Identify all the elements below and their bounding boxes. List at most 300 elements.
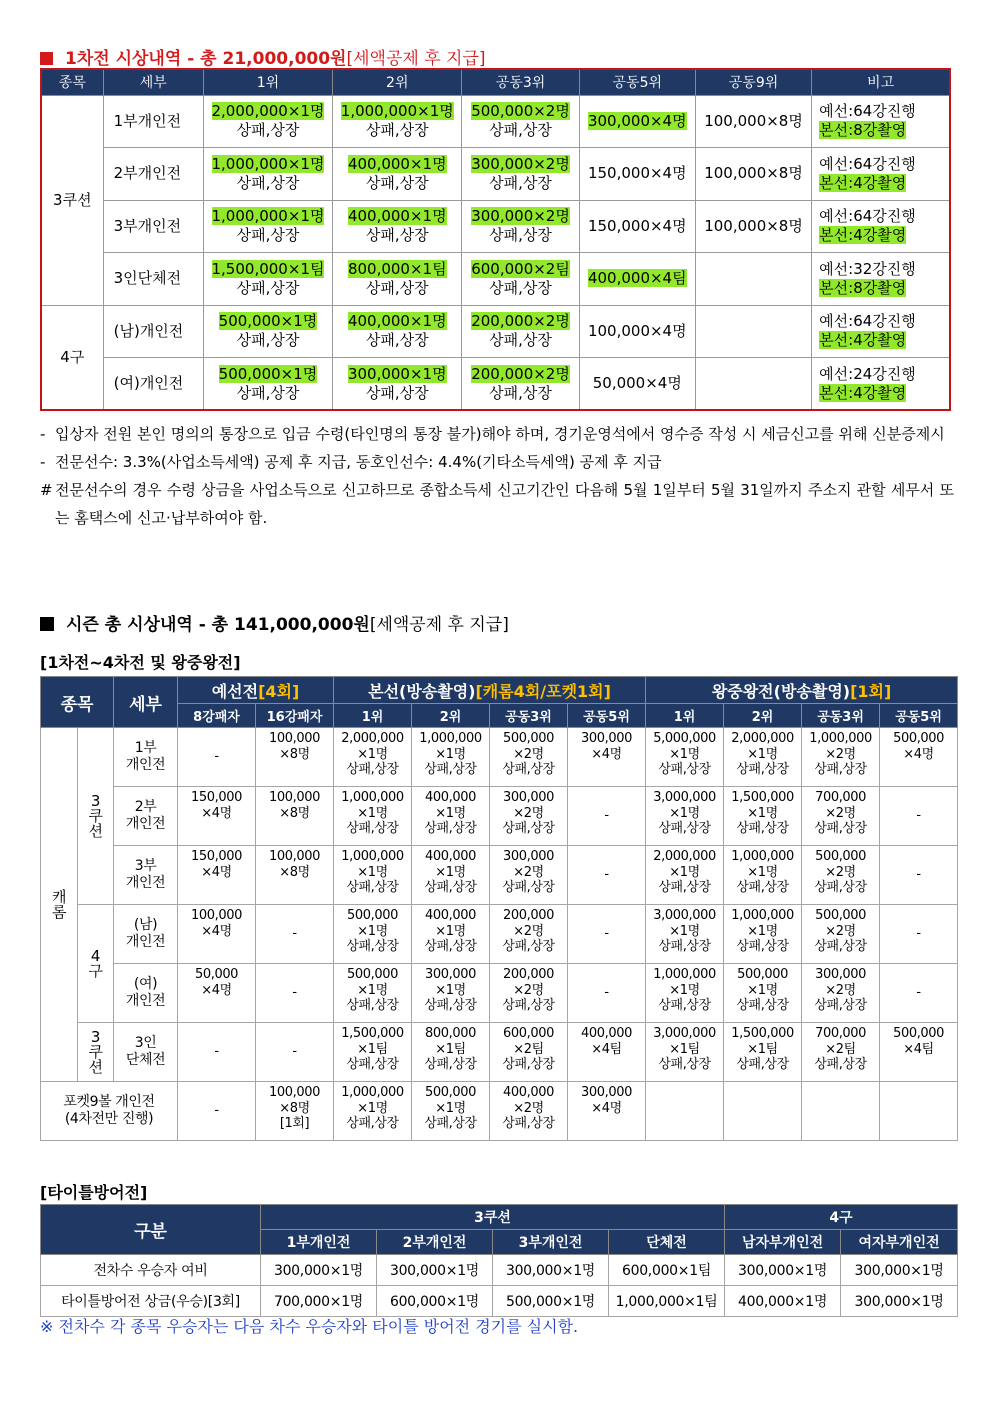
prize-line: 1,000,000 [809, 731, 872, 746]
prize-line: 100,000 [191, 908, 242, 923]
prize-cell [412, 787, 490, 846]
col-header: 세부 [103, 69, 203, 95]
prize-line: ×1명 [747, 746, 778, 762]
award-label: 상패,상장 [489, 121, 552, 140]
prize-line: 상패,상장 [736, 939, 789, 954]
prize-amount: 150,000×4명 [587, 164, 687, 183]
prize-cell [333, 253, 462, 306]
prize-line: - [292, 985, 297, 1001]
prize-line: 상패,상장 [502, 880, 555, 895]
vertical-text: 3쿠션 [88, 791, 103, 840]
prize-line: - [604, 926, 609, 942]
prize-line: ×1명 [435, 805, 466, 821]
award-label: 상패,상장 [365, 226, 429, 245]
note-prelim: 예선:24강진행 [819, 364, 916, 383]
prize-amount: 150,000×4명 [587, 216, 687, 235]
note-cell [812, 358, 950, 411]
detail-cell: 3부개인전 [103, 200, 203, 253]
prize-line: 300,000 [581, 1085, 633, 1100]
prize-line: 3,000,000 [653, 1026, 716, 1041]
col-header: 남자부개인전 [725, 1230, 841, 1255]
prize-cell [802, 1023, 880, 1082]
category-4ball [78, 905, 114, 1023]
note-cell [812, 200, 950, 253]
prize-line: ×1명 [435, 746, 466, 762]
prize-line: - [604, 867, 609, 883]
prize-cell [802, 905, 880, 964]
prize-cell [695, 253, 811, 306]
prize-line: 상패,상장 [658, 880, 711, 895]
prize-cell [334, 964, 412, 1023]
square-bullet-icon [40, 52, 53, 65]
prize-line: 상패,상장 [502, 998, 555, 1013]
detail-cell [114, 964, 178, 1023]
prize-cell [568, 905, 646, 964]
prize-line: 400,000 [581, 1026, 633, 1041]
prize-cell [568, 1082, 646, 1141]
table-row [41, 728, 958, 787]
prize-cell [178, 1082, 256, 1141]
prize-cell [412, 905, 490, 964]
prize-cell [724, 964, 802, 1023]
notice-item: - 전문선수: 3.3%(사업소득세액) 공제 후 지급, 동호인선수: 4.4%(기타소득세액) 공제 후 지급 [40, 453, 662, 471]
vertical-text: 3쿠션 [88, 1027, 103, 1076]
col-header-detail: 세부 [114, 677, 178, 728]
prize-cell [579, 200, 695, 253]
prize-line: 400,000 [425, 908, 476, 923]
prize-line: 400,000 [503, 1085, 554, 1100]
prize-line: 상패,상장 [658, 939, 711, 954]
prize-cell [568, 787, 646, 846]
prize-cell [646, 1082, 724, 1141]
prize-line: ×4명 [201, 864, 232, 880]
prize-line: 300,000 [503, 790, 554, 805]
prize-line: ×1명 [357, 746, 388, 762]
prize-amount: 50,000×4명 [592, 374, 682, 392]
label-line: 2부 [134, 799, 157, 815]
prize-line: 상패,상장 [814, 880, 867, 895]
prize-line: 상패,상장 [424, 998, 477, 1013]
prize-cell [256, 1023, 334, 1082]
prize-cell [490, 846, 568, 905]
section1-title-main: 1차전 시상내역 - 총 21,000,000원 [65, 49, 347, 69]
prize-cell [203, 253, 332, 306]
prize-line: 300,000 [425, 967, 476, 982]
prize-cell [646, 905, 724, 964]
col-header: 1부개인전 [261, 1230, 377, 1255]
prize-line: 상패,상장 [658, 1057, 711, 1072]
award-label: 상패,상장 [489, 331, 552, 350]
table-row [41, 964, 958, 1023]
prize-cell [802, 846, 880, 905]
prize-line: 상패,상장 [736, 880, 789, 895]
prize-line: 150,000 [191, 790, 242, 805]
prize-line: 상패,상장 [424, 821, 477, 836]
prize-cell [490, 905, 568, 964]
table-row [41, 305, 950, 358]
prize-line: 1,500,000 [731, 1026, 794, 1041]
label-line: (여) [133, 976, 158, 992]
prize-cell [203, 95, 332, 148]
prize-cell [646, 1023, 724, 1082]
category-cell: 4구 [41, 305, 103, 410]
table-row [41, 95, 950, 148]
prize-line: 700,000 [815, 1026, 867, 1041]
prize-cell [412, 728, 490, 787]
prize-line: - [292, 1044, 297, 1060]
prize-line: 200,000 [503, 908, 554, 923]
note-main: 본선:4강촬영 [819, 331, 907, 350]
table-header-row [41, 677, 958, 704]
prize-amount: 200,000×2명 [471, 312, 570, 331]
prize-line: ×1명 [669, 746, 700, 762]
prize-line: ×4명 [201, 923, 232, 939]
prize-cell [178, 964, 256, 1023]
prize-line: 500,000 [893, 731, 945, 746]
prize-cell [203, 148, 332, 201]
prize-cell [256, 728, 334, 787]
prize-line: ×4명 [201, 982, 232, 998]
prize-line: ×4명 [903, 746, 934, 762]
prize-cell [646, 787, 724, 846]
table-row [41, 1255, 958, 1286]
prize-amount: 2,000,000×1명 [211, 102, 325, 121]
prize-line: ×4팀 [903, 1041, 934, 1057]
prize-line: ×1명 [747, 864, 778, 880]
prize-line: 1,000,000 [731, 849, 794, 864]
table-row [41, 1082, 958, 1141]
award-label: 상패,상장 [236, 383, 300, 402]
col-header: 공동5위 [579, 69, 695, 95]
table-row [41, 787, 958, 846]
prize-line: 상패,상장 [736, 762, 789, 777]
prize-line: 1,000,000 [341, 790, 404, 805]
prize-line: 상패,상장 [736, 1057, 789, 1072]
prize-cell [880, 787, 958, 846]
prize-line: ×8명 [279, 864, 310, 880]
prize-amount: 500,000×1명 [218, 312, 318, 331]
prize-line: 상패,상장 [346, 939, 399, 954]
award-label: 상패,상장 [236, 278, 300, 297]
prize-cell [333, 358, 462, 411]
col-header: 1위 [646, 704, 724, 728]
prize-line: 상패,상장 [346, 821, 399, 836]
prize-cell [724, 1082, 802, 1141]
prize-line: 100,000 [269, 731, 320, 746]
prize-line: ×2팀 [513, 1041, 544, 1057]
prize-line: 상패,상장 [424, 1116, 477, 1131]
prize-line: 500,000 [425, 1085, 476, 1100]
label-line: 개인전 [125, 993, 166, 1009]
prize-cell [462, 148, 579, 201]
prize-amount: 1,000,000×1명 [340, 102, 454, 121]
prize-line: 100,000 [269, 790, 320, 805]
col-header: 1위 [203, 69, 332, 95]
prize-line: 500,000 [347, 908, 398, 923]
prize-line: 1,500,000 [341, 1026, 404, 1041]
prize-line: 상패,상장 [658, 998, 711, 1013]
table-row [41, 905, 958, 964]
prize-line: ×1명 [669, 805, 700, 821]
prize-cell [490, 728, 568, 787]
table-row [41, 358, 950, 411]
prize-line: 300,000 [503, 849, 554, 864]
prize-cell [880, 846, 958, 905]
col-header-event: 종목 [41, 677, 114, 728]
label-line: (남) [133, 917, 158, 933]
prize-cell [579, 148, 695, 201]
prize-line: ×1팀 [669, 1041, 700, 1057]
prize-cell [334, 846, 412, 905]
footnote: ※ 전차수 각 종목 우승자는 다음 차수 우승자와 타이틀 방어전 경기를 실시함. [40, 1317, 579, 1336]
prize-line: - [916, 867, 921, 883]
award-label: 상패,상장 [236, 226, 300, 245]
prize-line: - [214, 1044, 219, 1060]
prize-cell [880, 1082, 958, 1141]
table-row [41, 846, 958, 905]
prize-cell [802, 964, 880, 1023]
prize-line: 500,000 [737, 967, 789, 982]
prize-cell [568, 964, 646, 1023]
prize-amount: 400,000×1명 [347, 154, 447, 173]
detail-cell: (여)개인전 [103, 358, 203, 411]
prize-line: 500,000 [347, 967, 398, 982]
prize-line: 3,000,000 [653, 908, 716, 923]
prize-line: 2,000,000 [653, 849, 716, 864]
note-prelim: 예선:64강진행 [819, 207, 916, 226]
prize-line: ×1명 [669, 982, 700, 998]
prize-cell [462, 253, 579, 306]
prize-amount: 1,000,000×1명 [211, 154, 325, 173]
pocket-label: 포켓9볼 개인전 [63, 1094, 155, 1110]
prize-line: ×2명 [825, 746, 856, 762]
col-header: 공동9위 [695, 69, 811, 95]
table-cell: 300,000×1명 [725, 1255, 841, 1286]
prize-line: ×1명 [669, 923, 700, 939]
prize-line: 상패,상장 [658, 821, 711, 836]
award-label: 상패,상장 [365, 121, 429, 140]
note-prelim: 예선:64강진행 [819, 102, 916, 121]
prize-line: ×2명 [513, 746, 544, 762]
prize-line: ×1명 [435, 982, 466, 998]
category-3cushion [78, 728, 114, 905]
prize-line: 상패,상장 [736, 998, 789, 1013]
prize-line: - [214, 1103, 219, 1119]
prize-line: ×1명 [747, 923, 778, 939]
detail-cell: (남)개인전 [103, 305, 203, 358]
prize-cell [802, 1082, 880, 1141]
award-label: 상패,상장 [365, 383, 429, 402]
notice-list [40, 420, 954, 532]
prize-cell [490, 964, 568, 1023]
prize-cell [579, 305, 695, 358]
prize-amount: 500,000×1명 [218, 364, 318, 383]
prize-cell [333, 200, 462, 253]
award-label: 상패,상장 [365, 278, 429, 297]
prize-cell [724, 905, 802, 964]
label-line: 개인전 [125, 875, 166, 891]
group-header-final: 왕중왕전(방송촬영)[1회] [646, 677, 958, 704]
prize-line: 상패,상장 [814, 1057, 867, 1072]
table-cell: 1,000,000×1팀 [609, 1286, 725, 1317]
round1-prize-table [40, 68, 951, 411]
category-carom [41, 728, 78, 1082]
award-label: 상패,상장 [236, 331, 300, 350]
prize-line: 상패,상장 [814, 939, 867, 954]
group-header-prelim: 예선전[4회] [178, 677, 334, 704]
prize-line: 300,000 [815, 967, 867, 982]
prize-cell [462, 305, 579, 358]
col-header: 2부개인전 [377, 1230, 493, 1255]
prize-line: 500,000 [815, 849, 867, 864]
prize-line: 800,000 [425, 1026, 476, 1041]
col-header: 공동3위 [490, 704, 568, 728]
prize-line: ×2명 [825, 805, 856, 821]
label-line: 1부 [134, 740, 157, 756]
prize-line: ×2팀 [825, 1041, 856, 1057]
prize-line: 500,000 [815, 908, 867, 923]
prize-line: ×2명 [825, 864, 856, 880]
col-header: 공동3위 [802, 704, 880, 728]
prize-cell [412, 1082, 490, 1141]
prize-cell [334, 1023, 412, 1082]
prize-cell [334, 728, 412, 787]
prize-cell [178, 728, 256, 787]
pocket-label-cell [41, 1082, 178, 1141]
note-main: 본선:8강촬영 [819, 278, 907, 297]
prize-line: 상패,상장 [814, 762, 867, 777]
prize-line: ×4명 [201, 805, 232, 821]
pocket-sub-label: (4차전만 진행) [64, 1111, 154, 1127]
prize-line: - [916, 808, 921, 824]
prize-line: ×2명 [513, 864, 544, 880]
prize-line: 상패,상장 [346, 998, 399, 1013]
prize-line: ×1명 [435, 923, 466, 939]
prize-line: 300,000 [581, 731, 633, 746]
prize-cell [579, 358, 695, 411]
prize-amount: 1,000,000×1명 [211, 207, 325, 226]
prize-line: 상패,상장 [736, 821, 789, 836]
prize-cell [568, 846, 646, 905]
prize-cell [334, 905, 412, 964]
col-header: 16강패자 [256, 704, 334, 728]
prize-cell [724, 787, 802, 846]
table-cell: 500,000×1명 [493, 1286, 609, 1317]
note-prelim: 예선:32강진행 [819, 259, 916, 278]
prize-amount: 1,500,000×1팀 [211, 259, 325, 278]
prize-amount: 300,000×2명 [471, 154, 570, 173]
prize-cell [880, 905, 958, 964]
prize-cell [568, 1023, 646, 1082]
prize-line: 5,000,000 [653, 731, 716, 746]
prize-line: - [916, 926, 921, 942]
prize-line: 상패,상장 [424, 939, 477, 954]
section2-title-main: 시즌 총 시상내역 - 총 141,000,000원 [66, 615, 370, 635]
prize-line: 상패,상장 [346, 1116, 399, 1131]
prize-cell [203, 305, 332, 358]
prize-amount: 200,000×2명 [471, 364, 570, 383]
col-header: 여자부개인전 [841, 1230, 958, 1255]
note-cell [812, 95, 950, 148]
prize-cell [203, 200, 332, 253]
prize-cell: 100,000×8명 [695, 95, 811, 148]
prize-cell [695, 305, 811, 358]
col-header-label: 구분 [41, 1205, 261, 1255]
table-header-row [41, 1205, 958, 1230]
table-cell: 300,000×1명 [261, 1255, 377, 1286]
prize-line: ×4팀 [591, 1041, 622, 1057]
prize-cell: 100,000×8명 [695, 200, 811, 253]
prize-line: ×2명 [513, 982, 544, 998]
award-label: 상패,상장 [236, 121, 300, 140]
prize-amount: 400,000×1명 [347, 207, 447, 226]
col-header: 2위 [333, 69, 462, 95]
detail-cell: 1부개인전 [103, 95, 203, 148]
prize-line: 상패,상장 [814, 821, 867, 836]
prize-amount: 800,000×1팀 [347, 259, 447, 278]
col-header: 공동5위 [568, 704, 646, 728]
prize-line: ×1명 [357, 923, 388, 939]
prize-line: 3,000,000 [653, 790, 716, 805]
prize-cell [490, 1023, 568, 1082]
table-cell: 400,000×1명 [725, 1286, 841, 1317]
group-header-main: 본선(방송촬영)[캐롬4회/포켓1회] [334, 677, 646, 704]
table-cell: 700,000×1명 [261, 1286, 377, 1317]
note-prelim: 예선:64강진행 [819, 312, 916, 331]
table-row [41, 200, 950, 253]
prize-cell [724, 728, 802, 787]
prize-amount: 400,000×4팀 [587, 269, 687, 288]
category-cell: 3쿠션 [41, 95, 103, 305]
prize-amount: 400,000×1명 [347, 312, 447, 331]
table-cell: 300,000×1명 [493, 1255, 609, 1286]
group-header-3cushion: 3쿠션 [261, 1205, 725, 1230]
prize-cell [579, 253, 695, 306]
prize-line: 500,000 [503, 731, 554, 746]
prize-line: ×1팀 [435, 1041, 466, 1057]
prize-cell [412, 1023, 490, 1082]
prize-line: ×1명 [357, 982, 388, 998]
prize-line: ×2명 [513, 923, 544, 939]
prize-line: 상패,상장 [502, 1057, 555, 1072]
label-line: 개인전 [125, 816, 166, 832]
prize-line: 100,000 [269, 1085, 320, 1100]
prize-line: 상패,상장 [346, 1057, 399, 1072]
prize-line: 150,000 [191, 849, 242, 864]
prize-cell [724, 846, 802, 905]
prize-line: 상패,상장 [502, 762, 555, 777]
award-label: 상패,상장 [489, 173, 552, 192]
prize-line: 상패,상장 [502, 821, 555, 836]
prize-amount: 300,000×4명 [587, 111, 687, 130]
award-label: 상패,상장 [365, 173, 429, 192]
prize-line: 상패,상장 [424, 880, 477, 895]
title-defense-table [40, 1204, 958, 1317]
prize-cell [646, 846, 724, 905]
prize-line: 500,000 [893, 1026, 945, 1041]
prize-line: 상패,상장 [424, 762, 477, 777]
table-cell: 300,000×1명 [841, 1286, 958, 1317]
prize-line: ×1명 [357, 1100, 388, 1116]
prize-cell [333, 148, 462, 201]
prize-line: 1,000,000 [341, 1085, 404, 1100]
table-row [41, 253, 950, 306]
detail-cell [114, 787, 178, 846]
prize-cell [256, 787, 334, 846]
prize-line: ×1명 [435, 1100, 466, 1116]
prize-cell [256, 964, 334, 1023]
prize-cell [568, 728, 646, 787]
